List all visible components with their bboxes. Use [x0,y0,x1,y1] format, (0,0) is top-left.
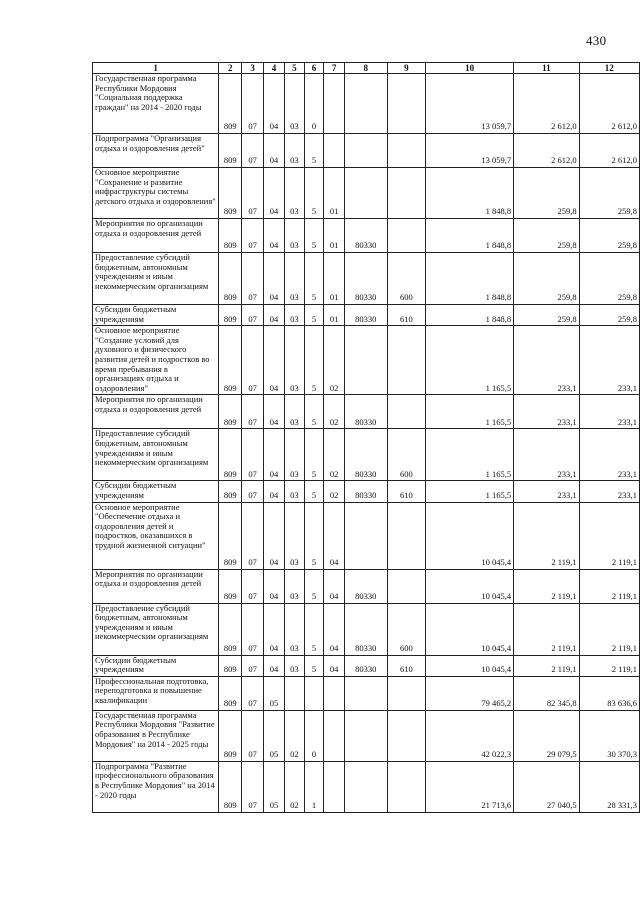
row-name-cell: Предоставление субсидий бюджетным, автономным учреждениям и иным некоммерческим организациям [93,429,219,481]
column-header: 10 [426,63,514,74]
amount-year3-cell: 233,1 [579,429,639,481]
expense-type-cell [387,710,426,761]
subsection-cell: 04 [264,253,285,305]
amount-year2-cell: 2 119,1 [514,569,579,603]
subsection-cell: 05 [264,710,285,761]
amount-year3-cell: 259,8 [579,219,639,253]
program-cell: 02 [284,710,304,761]
table-body [93,74,640,813]
activity-cell: 01 [324,253,345,305]
subsection-cell: 04 [264,655,285,676]
amount-year2-cell: 259,8 [514,253,579,305]
amount-year2-cell: 259,8 [514,305,579,326]
section-cell: 07 [242,74,264,134]
amount-year3-cell: 30 370,3 [579,710,639,761]
direction-cell: 80330 [345,253,387,305]
activity-cell: 02 [324,326,345,395]
budget-code-cell: 809 [219,429,242,481]
program-cell: 03 [284,481,304,502]
table-row [93,676,640,710]
direction-cell [345,502,387,569]
amount-year3-cell: 259,8 [579,305,639,326]
activity-cell: 02 [324,481,345,502]
subprogram-cell: 5 [304,603,323,655]
program-cell: 03 [284,134,304,168]
budget-code-cell: 809 [219,655,242,676]
program-cell: 03 [284,168,304,219]
row-name-cell: Государственная программа Республики Мордовия "Развитие образования в Республике Мордовия" на 2014 - 2025 годы [93,710,219,761]
amount-year3-cell: 233,1 [579,481,639,502]
column-header: 2 [219,63,242,74]
expense-type-cell [387,502,426,569]
column-header: 6 [304,63,323,74]
table-row [93,761,640,812]
table-row [93,429,640,481]
budget-code-cell: 809 [219,569,242,603]
table-row [93,481,640,502]
direction-cell [345,168,387,219]
direction-cell [345,761,387,812]
row-name-cell: Основное мероприятие "Создание условий для духовного и физического развития детей и подростков во время пребывания в организациях отдыха и оздоровления" [93,326,219,395]
budget-table [92,62,640,813]
amount-year3-cell: 2 119,1 [579,569,639,603]
amount-year1-cell: 42 022,3 [426,710,514,761]
table-row [93,253,640,305]
direction-cell: 80330 [345,219,387,253]
amount-year1-cell: 21 713,6 [426,761,514,812]
row-name-cell: Субсидии бюджетным учреждениям [93,305,219,326]
activity-cell: 04 [324,569,345,603]
amount-year1-cell: 13 059,7 [426,74,514,134]
budget-code-cell: 809 [219,502,242,569]
subsection-cell: 04 [264,134,285,168]
direction-cell: 80330 [345,655,387,676]
budget-code-cell: 809 [219,219,242,253]
direction-cell: 80330 [345,429,387,481]
amount-year3-cell: 2 119,1 [579,603,639,655]
row-name-cell: Подпрограмма "Развитие профессионального образования в Республике Мордовия" на 2014 - 2020 годы [93,761,219,812]
expense-type-cell [387,74,426,134]
column-header: 4 [264,63,285,74]
table-row [93,326,640,395]
section-cell: 07 [242,676,264,710]
budget-code-cell: 809 [219,253,242,305]
amount-year1-cell: 10 045,4 [426,655,514,676]
amount-year3-cell: 2 119,1 [579,655,639,676]
column-header: 3 [242,63,264,74]
column-header: 11 [514,63,579,74]
activity-cell: 02 [324,395,345,429]
budget-code-cell: 809 [219,481,242,502]
row-name-cell: Мероприятия по организации отдыха и оздоровления детей [93,569,219,603]
budget-code-cell: 809 [219,74,242,134]
expense-type-cell: 600 [387,603,426,655]
table-row [93,395,640,429]
column-header: 8 [345,63,387,74]
subsection-cell: 04 [264,74,285,134]
activity-cell [324,74,345,134]
column-header: 7 [324,63,345,74]
amount-year3-cell: 233,1 [579,395,639,429]
direction-cell [345,676,387,710]
direction-cell: 80330 [345,305,387,326]
activity-cell [324,761,345,812]
section-cell: 07 [242,569,264,603]
subprogram-cell: 5 [304,219,323,253]
expense-type-cell [387,569,426,603]
budget-code-cell: 809 [219,168,242,219]
section-cell: 07 [242,326,264,395]
subprogram-cell: 5 [304,481,323,502]
activity-cell [324,676,345,710]
header-row [93,63,640,74]
direction-cell [345,326,387,395]
subprogram-cell: 5 [304,134,323,168]
amount-year1-cell: 1 165,5 [426,326,514,395]
amount-year2-cell: 233,1 [514,429,579,481]
table-row [93,710,640,761]
row-name-cell: Предоставление субсидий бюджетным, автономным учреждениям и иным некоммерческим организациям [93,603,219,655]
subprogram-cell: 5 [304,168,323,219]
row-name-cell: Профессиональная подготовка, переподготовка и повышение квалификации [93,676,219,710]
section-cell: 07 [242,395,264,429]
amount-year3-cell: 259,8 [579,168,639,219]
activity-cell: 02 [324,429,345,481]
subprogram-cell: 5 [304,429,323,481]
amount-year3-cell: 233,1 [579,326,639,395]
column-header: 1 [93,63,219,74]
section-cell: 07 [242,502,264,569]
table-row [93,74,640,134]
budget-code-cell: 809 [219,395,242,429]
amount-year1-cell: 10 045,4 [426,603,514,655]
section-cell: 07 [242,134,264,168]
table-row [93,168,640,219]
program-cell: 03 [284,603,304,655]
program-cell [284,676,304,710]
subsection-cell: 04 [264,395,285,429]
budget-code-cell: 809 [219,305,242,326]
row-name-cell: Предоставление субсидий бюджетным, автономным учреждениям и иным некоммерческим организациям [93,253,219,305]
expense-type-cell [387,761,426,812]
expense-type-cell: 610 [387,655,426,676]
budget-code-cell: 809 [219,761,242,812]
amount-year3-cell: 259,8 [579,253,639,305]
section-cell: 07 [242,168,264,219]
section-cell: 07 [242,761,264,812]
amount-year3-cell: 2 119,1 [579,502,639,569]
amount-year1-cell: 1 848,8 [426,168,514,219]
direction-cell: 80330 [345,481,387,502]
row-name-cell: Мероприятия по организации отдыха и оздоровления детей [93,219,219,253]
subsection-cell: 04 [264,168,285,219]
table-row [93,134,640,168]
amount-year2-cell: 259,8 [514,219,579,253]
subprogram-cell: 0 [304,74,323,134]
amount-year1-cell: 10 045,4 [426,569,514,603]
activity-cell: 01 [324,305,345,326]
row-name-cell: Подпрограмма "Организация отдыха и оздоровления детей" [93,134,219,168]
budget-code-cell: 809 [219,603,242,655]
column-header: 5 [284,63,304,74]
program-cell: 03 [284,253,304,305]
activity-cell: 04 [324,603,345,655]
program-cell: 03 [284,502,304,569]
subsection-cell: 04 [264,569,285,603]
section-cell: 07 [242,429,264,481]
subprogram-cell: 5 [304,395,323,429]
direction-cell: 80330 [345,603,387,655]
section-cell: 07 [242,219,264,253]
amount-year1-cell: 1 165,5 [426,429,514,481]
section-cell: 07 [242,655,264,676]
page-number: 430 [586,33,607,48]
program-cell: 03 [284,305,304,326]
subprogram-cell: 5 [304,655,323,676]
expense-type-cell: 610 [387,305,426,326]
expense-type-cell [387,134,426,168]
expense-type-cell [387,326,426,395]
row-name-cell: Субсидии бюджетным учреждениям [93,481,219,502]
expense-type-cell: 600 [387,253,426,305]
direction-cell: 80330 [345,569,387,603]
amount-year2-cell: 27 040,5 [514,761,579,812]
amount-year1-cell: 10 045,4 [426,502,514,569]
amount-year2-cell: 2 119,1 [514,655,579,676]
subprogram-cell [304,676,323,710]
amount-year2-cell: 233,1 [514,326,579,395]
subsection-cell: 04 [264,502,285,569]
amount-year1-cell: 13 059,7 [426,134,514,168]
expense-type-cell [387,219,426,253]
section-cell: 07 [242,710,264,761]
subprogram-cell: 5 [304,569,323,603]
program-cell: 03 [284,74,304,134]
amount-year2-cell: 259,8 [514,168,579,219]
direction-cell [345,74,387,134]
amount-year2-cell: 29 079,5 [514,710,579,761]
table-row [93,655,640,676]
subprogram-cell: 5 [304,502,323,569]
subprogram-cell: 1 [304,761,323,812]
subsection-cell: 04 [264,603,285,655]
subsection-cell: 04 [264,429,285,481]
row-name-cell: Государственная программа Республики Мордовия "Социальная поддержка граждан" на 2014 - 2020 годы [93,74,219,134]
direction-cell [345,710,387,761]
amount-year1-cell: 1 165,5 [426,481,514,502]
row-name-cell: Основное мероприятие "Сохранение и развитие инфраструктуры системы детского отдыха и оздоровления" [93,168,219,219]
program-cell: 03 [284,655,304,676]
subsection-cell: 04 [264,305,285,326]
amount-year1-cell: 1 165,5 [426,395,514,429]
budget-code-cell: 809 [219,676,242,710]
amount-year2-cell: 2 612,0 [514,134,579,168]
activity-cell [324,710,345,761]
expense-type-cell: 610 [387,481,426,502]
subsection-cell: 04 [264,219,285,253]
activity-cell: 01 [324,219,345,253]
row-name-cell: Мероприятия по организации отдыха и оздоровления детей [93,395,219,429]
amount-year1-cell: 79 465,2 [426,676,514,710]
section-cell: 07 [242,603,264,655]
amount-year3-cell: 28 331,3 [579,761,639,812]
subprogram-cell: 5 [304,253,323,305]
amount-year3-cell: 2 612,0 [579,134,639,168]
section-cell: 07 [242,253,264,305]
budget-code-cell: 809 [219,326,242,395]
subsection-cell: 05 [264,761,285,812]
expense-type-cell [387,168,426,219]
expense-type-cell [387,395,426,429]
program-cell: 02 [284,761,304,812]
budget-code-cell: 809 [219,134,242,168]
section-cell: 07 [242,481,264,502]
column-header: 12 [579,63,639,74]
direction-cell [345,134,387,168]
row-name-cell: Субсидии бюджетным учреждениям [93,655,219,676]
expense-type-cell: 600 [387,429,426,481]
activity-cell: 04 [324,655,345,676]
subprogram-cell: 5 [304,305,323,326]
amount-year2-cell: 233,1 [514,395,579,429]
amount-year3-cell: 2 612,0 [579,74,639,134]
activity-cell [324,134,345,168]
activity-cell: 04 [324,502,345,569]
activity-cell: 01 [324,168,345,219]
subprogram-cell: 0 [304,710,323,761]
amount-year2-cell: 233,1 [514,481,579,502]
section-cell: 07 [242,305,264,326]
budget-code-cell: 809 [219,710,242,761]
expense-type-cell [387,676,426,710]
table-row [93,603,640,655]
table-row [93,219,640,253]
subsection-cell: 05 [264,676,285,710]
table-row [93,502,640,569]
subsection-cell: 04 [264,481,285,502]
column-header: 9 [387,63,426,74]
amount-year1-cell: 1 848,8 [426,305,514,326]
program-cell: 03 [284,219,304,253]
program-cell: 03 [284,429,304,481]
program-cell: 03 [284,569,304,603]
amount-year2-cell: 2 119,1 [514,603,579,655]
direction-cell: 80330 [345,395,387,429]
program-cell: 03 [284,395,304,429]
subsection-cell: 04 [264,326,285,395]
table-row [93,569,640,603]
amount-year1-cell: 1 848,8 [426,253,514,305]
row-name-cell: Основное мероприятие "Обеспечение отдыха и оздоровления детей и подростков, оказавшихся в трудной жизненной ситуации" [93,502,219,569]
amount-year3-cell: 83 636,6 [579,676,639,710]
amount-year2-cell: 2 119,1 [514,502,579,569]
amount-year2-cell: 2 612,0 [514,74,579,134]
table-row [93,305,640,326]
amount-year1-cell: 1 848,8 [426,219,514,253]
program-cell: 03 [284,326,304,395]
subprogram-cell: 5 [304,326,323,395]
amount-year2-cell: 82 345,8 [514,676,579,710]
